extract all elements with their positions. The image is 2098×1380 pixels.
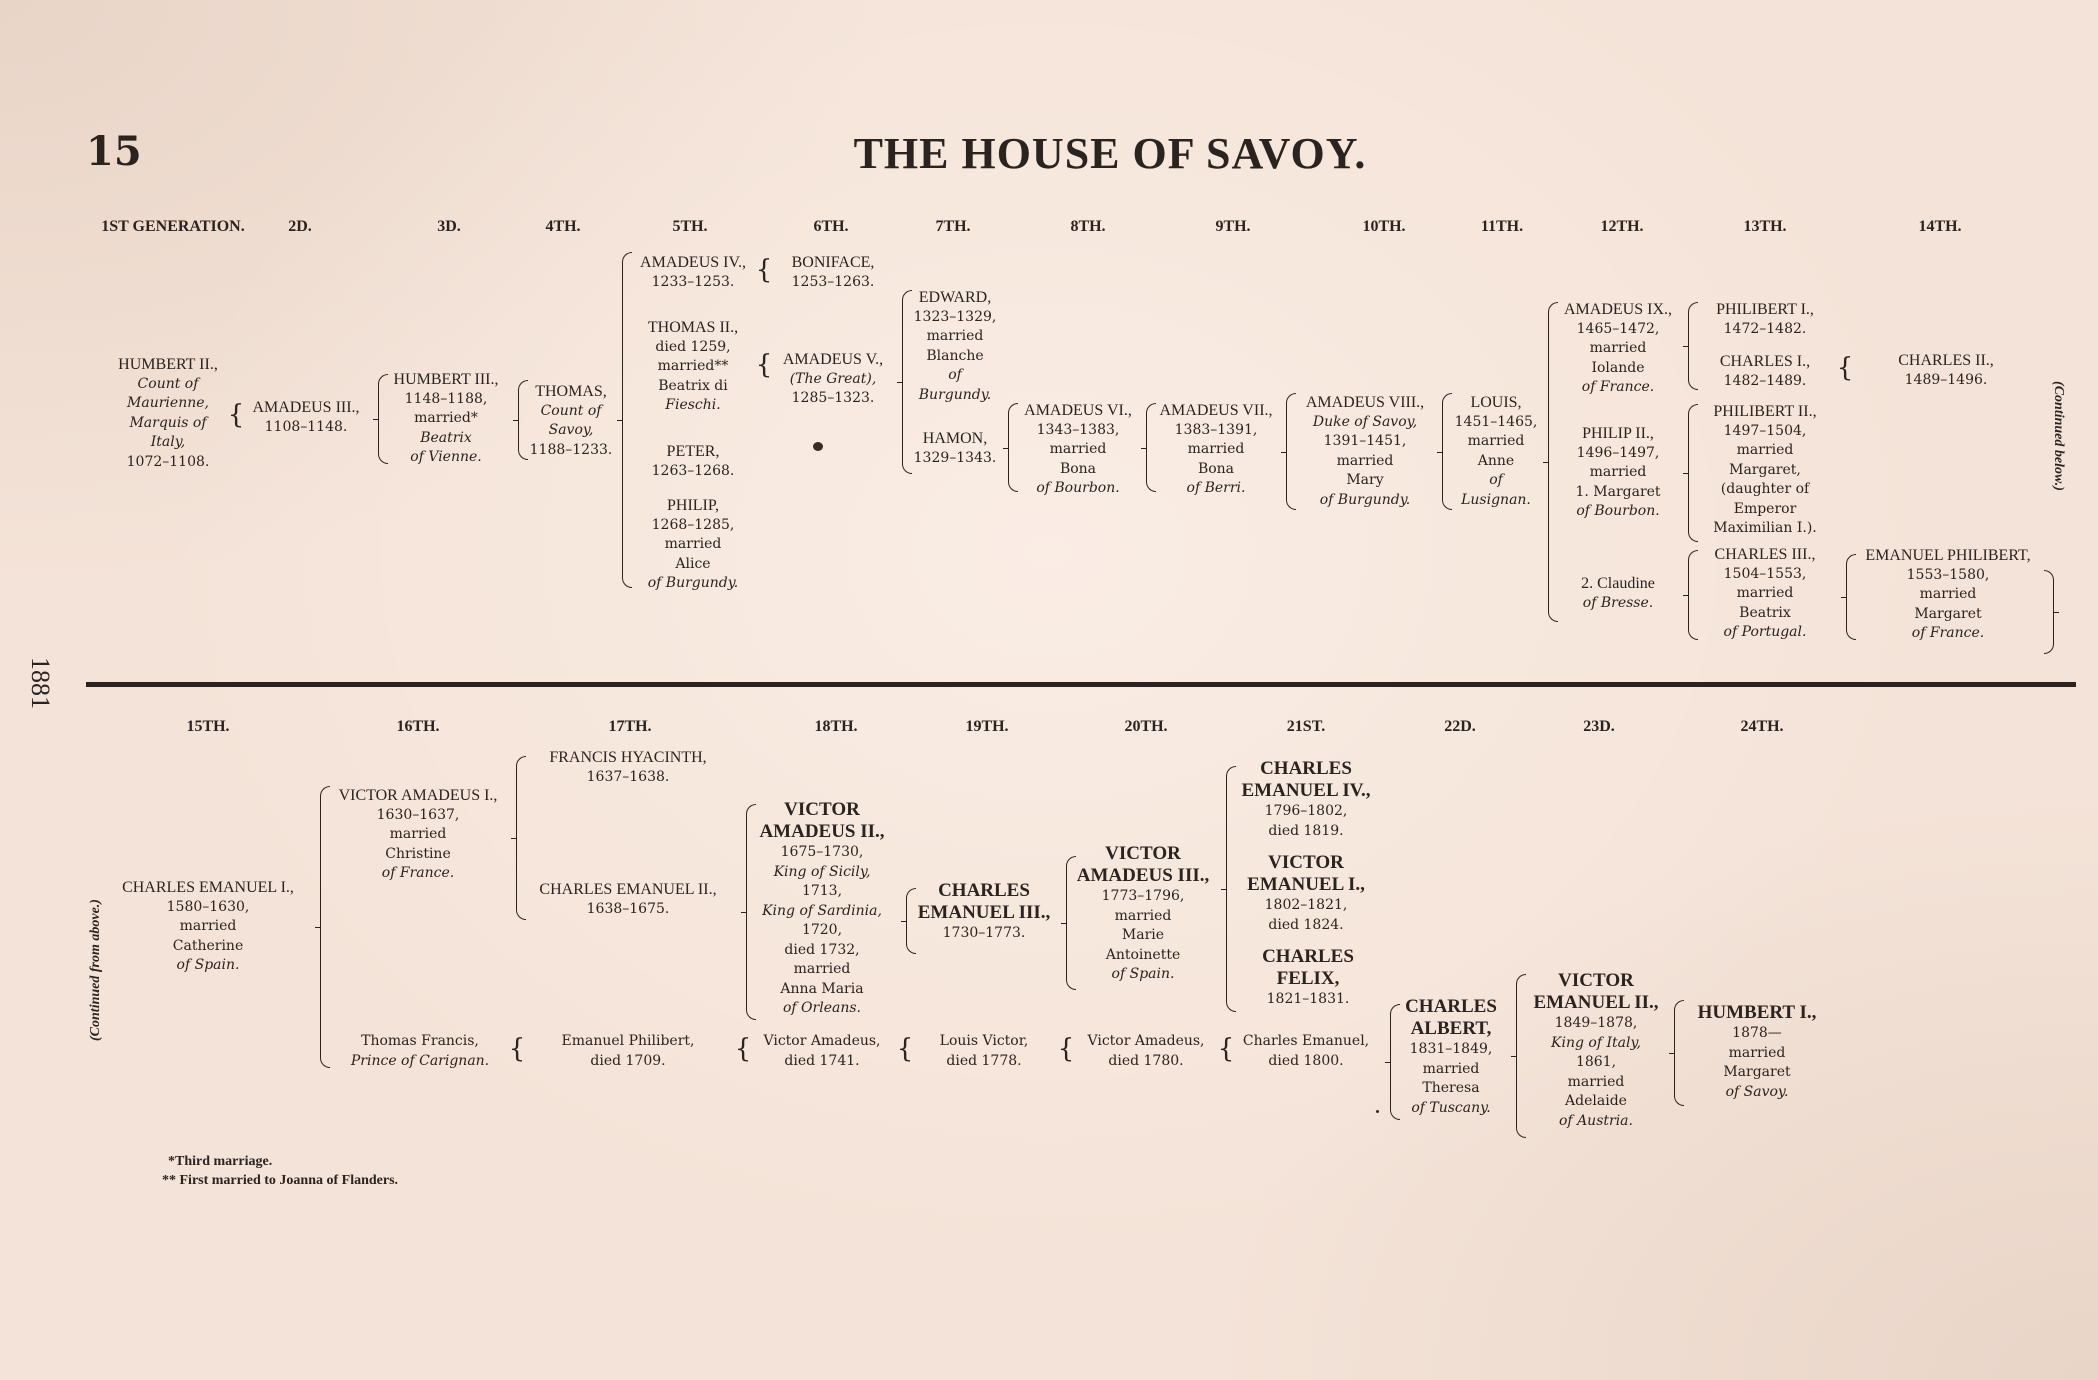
section-divider xyxy=(86,682,2076,687)
person-detail: 1. Margaret xyxy=(1575,483,1661,500)
person-detail: of Austria. xyxy=(1559,1112,1633,1129)
person-charles-emanuel-1800 xyxy=(1243,1032,1369,1071)
generation-header: 13TH. xyxy=(1743,218,1787,235)
person-name: Victor Amadeus, xyxy=(763,1033,881,1049)
person-detail: 1638–1675. xyxy=(586,900,670,917)
person-name: Thomas Francis, xyxy=(361,1033,479,1049)
person-detail: 1821–1831. xyxy=(1266,991,1350,1007)
person-detail: of xyxy=(948,367,962,383)
person-hamon xyxy=(914,429,997,468)
person-detail: of France. xyxy=(1911,625,1985,641)
side-year: 1881 xyxy=(26,657,55,709)
person-detail: 1268–1285, xyxy=(651,516,735,533)
person-name: CHARLES I., xyxy=(1719,353,1811,370)
person-victor-amadeus-1741 xyxy=(763,1032,880,1071)
person-charles-albert xyxy=(1405,996,1497,1118)
person-detail: EMANUEL I., xyxy=(1247,874,1365,895)
person-detail: married xyxy=(926,328,984,344)
curly-brace xyxy=(1390,1004,1400,1120)
person-detail: Margaret xyxy=(1914,605,1982,622)
person-charles2 xyxy=(1898,351,1994,390)
person-detail: Adelaide xyxy=(1565,1093,1627,1109)
person-detail: 1497–1504, xyxy=(1723,422,1807,439)
person-name: Charles Emanuel, xyxy=(1242,1033,1370,1049)
curly-brace xyxy=(1146,403,1156,492)
person-victor-amadeus2 xyxy=(759,799,884,1019)
person-detail: died 1732, xyxy=(784,941,860,958)
continued-from-above-note: (Continued from above.) xyxy=(88,899,103,1041)
page-number: 15 xyxy=(86,128,142,175)
person-detail: of Spain. xyxy=(176,957,240,973)
curly-brace xyxy=(320,786,330,1068)
curly-brace xyxy=(906,888,916,954)
person-detail: married xyxy=(1467,433,1525,449)
person-thomas xyxy=(530,382,613,460)
person-name: CHARLES xyxy=(1260,758,1352,779)
person-detail: of Orleans. xyxy=(782,1000,861,1016)
small-brace: { xyxy=(508,1034,526,1064)
person-victor-amadeus-1780 xyxy=(1087,1032,1204,1071)
person-detail: AMADEUS II., xyxy=(759,821,885,842)
person-detail: 1465–1472, xyxy=(1576,320,1660,337)
person-detail: Catherine xyxy=(172,937,244,954)
person-detail: 1482–1489. xyxy=(1723,372,1807,389)
small-brace: { xyxy=(896,1034,914,1064)
generation-header: 18TH. xyxy=(814,718,858,735)
person-claudine xyxy=(1581,574,1655,613)
person-detail: Margaret xyxy=(1723,1064,1791,1080)
person-detail: married xyxy=(389,826,447,842)
curly-brace xyxy=(746,804,756,1020)
person-detail: Anne xyxy=(1477,452,1515,469)
small-brace: { xyxy=(1057,1034,1075,1064)
person-detail: Beatrix xyxy=(1739,604,1791,621)
person-detail: married xyxy=(1187,441,1245,457)
curly-brace xyxy=(1688,550,1698,640)
person-detail: 1878— xyxy=(1732,1025,1782,1041)
person-amadeus8 xyxy=(1306,393,1424,510)
person-detail: 1496–1497, xyxy=(1576,444,1660,461)
person-detail: 1383–1391, xyxy=(1174,421,1258,438)
person-detail: Marie xyxy=(1121,927,1165,943)
curly-brace xyxy=(1674,1000,1684,1106)
person-name: LOUIS, xyxy=(1470,394,1522,411)
generation-header: 21ST. xyxy=(1286,718,1326,735)
person-victor-emanuel2 xyxy=(1533,970,1658,1131)
person-humbert1 xyxy=(1698,1002,1817,1102)
small-brace: { xyxy=(734,1034,752,1064)
curly-brace xyxy=(1286,393,1296,510)
person-detail: Christine xyxy=(385,845,451,862)
person-detail: 1730–1773. xyxy=(942,925,1026,941)
person-name: AMADEUS IX., xyxy=(1564,301,1672,318)
person-francis-hyacinth xyxy=(549,748,706,787)
person-detail: of Portugal. xyxy=(1723,624,1807,640)
person-detail: 1188–1233. xyxy=(529,441,613,458)
ink-spot xyxy=(1376,1110,1379,1113)
person-louis xyxy=(1455,393,1538,510)
person-victor-emanuel1 xyxy=(1247,852,1365,935)
footnote-first-married: ** First married to Joanna of Flanders. xyxy=(162,1173,399,1188)
person-detail: 1831–1849, xyxy=(1409,1041,1493,1057)
person-detail: died 1800. xyxy=(1268,1052,1344,1069)
person-emanuel-philibert xyxy=(1865,546,2030,644)
person-name: AMADEUS III., xyxy=(252,399,360,416)
person-detail: 1253–1263. xyxy=(791,273,875,290)
person-detail: died 1780. xyxy=(1108,1052,1184,1069)
person-detail: of Berri. xyxy=(1186,480,1246,496)
person-detail: 1675–1730, xyxy=(780,844,864,860)
person-detail: of France. xyxy=(1581,379,1655,395)
person-name: VICTOR xyxy=(784,799,860,820)
person-name: VICTOR xyxy=(1105,843,1181,864)
person-detail: FELIX, xyxy=(1276,968,1340,989)
person-detail: Maurienne, xyxy=(127,395,209,411)
curly-brace xyxy=(1066,856,1076,990)
person-emanuel-philibert-1709 xyxy=(562,1032,695,1071)
person-name: HUMBERT II., xyxy=(118,356,218,373)
person-detail: Savoy, xyxy=(548,422,594,438)
continued-below-note: (Continued below.) xyxy=(2051,381,2066,491)
person-detail: married xyxy=(1589,340,1647,356)
person-name: CHARLES III., xyxy=(1714,546,1816,563)
generation-header: 15TH. xyxy=(186,718,230,735)
person-detail: 1553–1580, xyxy=(1906,566,1990,583)
person-charles-felix xyxy=(1262,946,1354,1010)
person-name: CHARLES xyxy=(938,880,1030,901)
curly-brace xyxy=(1688,404,1698,542)
person-detail: King of Sardinia, xyxy=(762,902,882,919)
generation-header: 19TH. xyxy=(965,718,1009,735)
generation-header: 22D. xyxy=(1444,718,1476,735)
person-name: EDWARD, xyxy=(918,289,992,306)
person-name: Victor Amadeus, xyxy=(1087,1033,1205,1049)
person-detail: married** xyxy=(657,358,729,374)
generation-header: 14TH. xyxy=(1918,218,1962,235)
person-detail: died 1824. xyxy=(1268,916,1344,933)
person-detail: Bona xyxy=(1059,460,1097,477)
person-name: VICTOR AMADEUS I., xyxy=(338,787,498,804)
person-detail: Marquis of xyxy=(129,414,207,431)
person-name: HUMBERT I., xyxy=(1697,1002,1817,1023)
person-detail: married xyxy=(1422,1060,1480,1077)
person-detail: died 1819. xyxy=(1268,822,1344,839)
person-detail: 1108–1148. xyxy=(264,418,348,435)
person-victor-amadeus3 xyxy=(1077,843,1210,985)
person-charles-emanuel1 xyxy=(122,878,294,976)
person-name: VICTOR xyxy=(1268,852,1344,873)
person-detail: King of Italy, xyxy=(1551,1034,1641,1051)
person-name: HUMBERT III., xyxy=(393,371,499,388)
person-detail: Count of xyxy=(540,402,602,419)
person-name: AMADEUS VIII., xyxy=(1305,394,1425,411)
person-detail: 1472–1482. xyxy=(1723,320,1807,337)
generation-header: 4TH. xyxy=(545,218,581,235)
person-detail: married xyxy=(1589,464,1647,480)
person-detail: of Burgundy. xyxy=(1319,491,1411,508)
person-detail: Iolande xyxy=(1591,359,1645,376)
person-amadeus4 xyxy=(640,253,746,292)
person-detail: (daughter of xyxy=(1720,481,1810,497)
person-detail: Count of xyxy=(137,375,199,392)
person-name: CHARLES EMANUEL I., xyxy=(122,879,294,896)
person-name: PHILIP, xyxy=(666,497,720,514)
person-detail: married xyxy=(1736,585,1794,601)
person-detail: 1861, xyxy=(1575,1054,1617,1070)
person-name: CHARLES xyxy=(1262,946,1354,967)
person-detail: 1630–1637, xyxy=(376,806,460,823)
person-philibert2 xyxy=(1713,402,1816,539)
person-detail: 1329–1343. xyxy=(913,449,997,466)
generation-header: 10TH. xyxy=(1362,218,1406,235)
person-name: EMANUEL PHILIBERT, xyxy=(1865,547,2031,564)
curly-brace xyxy=(1442,393,1452,510)
person-charles-emanuel3 xyxy=(918,880,1051,944)
person-detail: of Bresse. xyxy=(1582,594,1654,611)
person-detail: EMANUEL IV., xyxy=(1241,780,1371,801)
person-detail: 1285–1323. xyxy=(791,390,875,406)
person-humbert3 xyxy=(394,370,499,468)
person-detail: 1637–1638. xyxy=(586,768,670,785)
person-detail: 1720, xyxy=(801,922,843,938)
person-detail: 1343–1383, xyxy=(1036,421,1120,438)
person-name: VICTOR xyxy=(1558,970,1634,991)
person-peter xyxy=(652,442,735,481)
person-detail: of Bourbon. xyxy=(1576,503,1660,519)
person-charles-emanuel4 xyxy=(1242,758,1371,841)
person-charles3 xyxy=(1715,545,1816,643)
person-detail: married xyxy=(1567,1073,1625,1090)
curly-brace xyxy=(1226,766,1236,1012)
small-brace: { xyxy=(1217,1034,1235,1064)
generation-header: 11TH. xyxy=(1480,218,1524,235)
person-philibert1 xyxy=(1716,300,1814,339)
curly-brace xyxy=(1688,302,1698,390)
person-name: AMADEUS IV., xyxy=(640,254,746,271)
person-charles1 xyxy=(1720,352,1810,391)
person-name: PHILIBERT I., xyxy=(1716,301,1814,318)
ink-spot xyxy=(813,442,823,451)
person-detail: Theresa xyxy=(1422,1080,1480,1096)
person-detail: (The Great), xyxy=(789,370,877,387)
person-detail: 1323–1329, xyxy=(913,308,997,325)
person-name: CHARLES EMANUEL II., xyxy=(539,881,717,898)
person-detail: AMADEUS III., xyxy=(1076,865,1210,886)
person-detail: Blanche xyxy=(926,347,984,364)
person-detail: 1233–1253. xyxy=(651,273,735,290)
curly-brace xyxy=(1846,554,1856,640)
person-name: HAMON, xyxy=(922,430,988,447)
person-name: Emanuel Philibert, xyxy=(561,1033,695,1049)
person-detail: 1849–1878, xyxy=(1554,1015,1638,1031)
person-detail: 1580–1630, xyxy=(166,898,250,915)
person-charles-emanuel2 xyxy=(539,880,716,919)
person-detail: Alice xyxy=(675,555,711,572)
person-detail: of Spain. xyxy=(1111,966,1175,982)
generation-header: 3D. xyxy=(437,218,461,235)
person-name: FRANCIS HYACINTH, xyxy=(549,749,707,766)
curly-brace xyxy=(1516,974,1526,1138)
person-detail: 1148–1188, xyxy=(404,390,488,407)
person-name: 2. Claudine xyxy=(1581,575,1655,592)
person-detail: ALBERT, xyxy=(1410,1018,1492,1039)
person-name: Louis Victor, xyxy=(939,1033,1029,1049)
person-detail: Margaret, xyxy=(1729,461,1801,478)
person-detail: of Bourbon. xyxy=(1036,480,1120,496)
person-detail: 1391–1451, xyxy=(1323,433,1407,449)
person-amadeus7 xyxy=(1159,401,1272,499)
person-detail: Bona xyxy=(1197,460,1235,477)
person-detail: of France. xyxy=(381,865,455,881)
person-detail: EMANUEL III., xyxy=(917,902,1051,923)
curly-brace xyxy=(1548,302,1558,622)
person-detail: married* xyxy=(414,410,478,426)
generation-header: 9TH. xyxy=(1215,218,1251,235)
person-detail: Burgundy. xyxy=(918,386,992,403)
person-detail: married xyxy=(1336,452,1394,469)
curly-brace xyxy=(622,252,632,588)
person-detail: 1504–1553, xyxy=(1723,565,1807,582)
generation-header: 17TH. xyxy=(608,718,652,735)
person-detail: 1796–1802, xyxy=(1264,803,1348,819)
generation-header: 16TH. xyxy=(396,718,440,735)
person-name: AMADEUS VII., xyxy=(1159,402,1273,419)
generation-header: 8TH. xyxy=(1070,218,1106,235)
generation-header: 24TH. xyxy=(1740,718,1784,735)
curly-brace xyxy=(902,290,912,474)
person-edward xyxy=(914,288,997,405)
person-detail: Emperor xyxy=(1733,500,1797,517)
generation-header: 12TH. xyxy=(1600,218,1644,235)
person-name: THOMAS, xyxy=(535,383,607,400)
curly-brace xyxy=(516,756,526,920)
person-detail: Anna Maria xyxy=(780,980,864,997)
person-detail: 1072–1108. xyxy=(126,453,210,470)
person-detail: EMANUEL II., xyxy=(1533,992,1659,1013)
person-thomas-francis xyxy=(351,1032,489,1071)
person-name: CHARLES xyxy=(1405,996,1497,1017)
person-detail: married xyxy=(1919,586,1977,602)
person-name: PHILIP II., xyxy=(1582,425,1654,442)
person-louis-victor xyxy=(940,1032,1029,1071)
person-name: CHARLES II., xyxy=(1898,352,1994,369)
curly-brace xyxy=(2044,570,2054,654)
person-name: PETER, xyxy=(666,443,720,460)
person-detail: of Savoy. xyxy=(1725,1083,1789,1100)
person-detail: 1773–1796, xyxy=(1101,888,1185,904)
person-amadeus6 xyxy=(1024,401,1132,499)
person-detail: Mary xyxy=(1346,472,1384,488)
person-detail: married xyxy=(1114,907,1172,924)
generation-header: 6TH. xyxy=(813,218,849,235)
person-name: AMADEUS VI., xyxy=(1024,402,1132,419)
person-detail: died 1778. xyxy=(946,1052,1022,1069)
person-detail: Duke of Savoy, xyxy=(1312,413,1418,430)
person-detail: married xyxy=(1736,442,1794,458)
person-amadeus5 xyxy=(783,350,883,409)
generation-header: 2D. xyxy=(288,218,312,235)
person-detail: 1263–1268. xyxy=(651,462,735,479)
person-detail: married xyxy=(664,536,722,552)
small-brace: { xyxy=(755,255,773,285)
person-detail: 1489–1496. xyxy=(1904,371,1988,388)
generation-header: 1ST GENERATION. xyxy=(101,218,245,235)
person-detail: of Vienne. xyxy=(410,449,482,465)
generation-header: 23D. xyxy=(1583,718,1615,735)
person-detail: married xyxy=(1728,1044,1786,1061)
person-detail: Antoinette xyxy=(1105,946,1181,963)
generation-header: 20TH. xyxy=(1124,718,1168,735)
person-detail: 1713, xyxy=(801,883,843,899)
person-detail: of Burgundy. xyxy=(647,575,739,591)
curly-brace xyxy=(1008,403,1018,492)
person-philip xyxy=(648,496,739,594)
person-amadeus3 xyxy=(252,398,359,437)
person-thomas2 xyxy=(648,318,738,416)
person-detail: married xyxy=(1049,441,1107,457)
generation-header: 7TH. xyxy=(935,218,971,235)
person-detail: Beatrix xyxy=(420,429,472,446)
person-detail: King of Sicily, xyxy=(773,863,871,880)
person-detail: Beatrix di xyxy=(658,377,728,394)
person-name: PHILIBERT II., xyxy=(1713,403,1817,420)
person-detail: married xyxy=(179,918,237,934)
person-detail: married xyxy=(793,961,851,977)
small-brace: { xyxy=(227,400,245,430)
small-brace: { xyxy=(1836,353,1854,383)
generation-header: 5TH. xyxy=(672,218,708,235)
person-detail: Prince of Carignan. xyxy=(350,1052,490,1069)
person-detail: died 1741. xyxy=(784,1052,860,1069)
person-victor-amadeus1 xyxy=(339,786,498,884)
person-detail: Lusignan. xyxy=(1461,491,1531,508)
person-humbert2 xyxy=(118,355,218,472)
curly-brace xyxy=(518,380,528,460)
person-detail: died 1709. xyxy=(590,1052,666,1069)
person-amadeus9 xyxy=(1564,300,1672,398)
person-detail: 1451–1465, xyxy=(1454,413,1538,430)
person-name: BONIFACE, xyxy=(791,254,875,271)
person-detail: of Tuscany. xyxy=(1411,1099,1491,1116)
person-detail: Italy, xyxy=(150,434,186,450)
person-philip2 xyxy=(1575,424,1660,522)
footnote-third-marriage: *Third marriage. xyxy=(168,1154,273,1169)
person-name: THOMAS II., xyxy=(647,319,739,336)
person-detail: died 1259, xyxy=(655,338,731,355)
person-boniface xyxy=(792,253,875,292)
person-detail: of xyxy=(1489,472,1503,488)
curly-brace xyxy=(378,374,388,464)
person-detail: Maximilian I.). xyxy=(1713,520,1817,536)
person-detail: Fieschi. xyxy=(665,397,721,413)
small-brace: { xyxy=(755,350,773,380)
page-title: THE HOUSE OF SAVOY. xyxy=(853,129,1367,178)
person-name: AMADEUS V., xyxy=(782,351,884,368)
person-detail: 1802–1821, xyxy=(1264,897,1348,913)
